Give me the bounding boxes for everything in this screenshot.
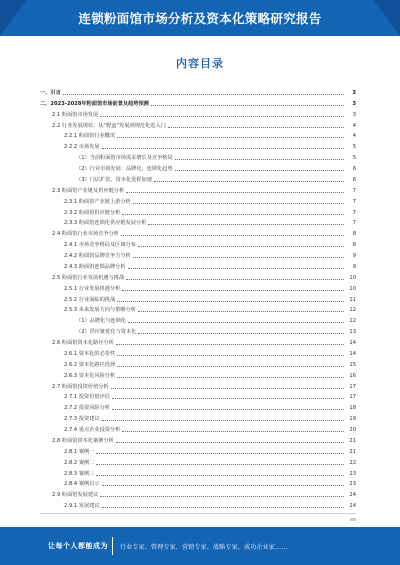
toc-entry-title: 2.3 粉面馆产业链及供应链分析 [52,187,125,194]
toc-entry-page: 4 [352,122,356,129]
toc-leader-dots [96,474,344,476]
report-title: 连锁粉面馆市场分析及资本化策略研究报告 [78,11,322,26]
toc-entry[interactable] [40,118,356,129]
toc-leader-dots [112,397,344,399]
footer-roles: 行业专家、管理专家、营销专家、战略专家、成功企业家…… [120,544,288,551]
toc-leader-dots [63,93,344,95]
toc-entry[interactable] [40,455,356,466]
toc-leader-dots [117,136,344,138]
toc-entry[interactable] [40,139,356,150]
toc-leader-dots [117,365,344,367]
toc-entry[interactable] [40,313,356,324]
toc-entry-title: （2）行业市场发展：品牌化，连锁化趋势 [76,166,173,172]
toc-leader-dots [133,202,344,204]
toc-entry[interactable] [40,498,356,509]
toc-entry-title: 2.5 粉面馆行业发展机遇与挑战 [52,274,125,281]
toc-entry-title: 2.8.3 案例三 [64,470,95,477]
toc-entry[interactable] [40,205,356,216]
toc-entry[interactable] [40,183,356,194]
toc-entry-page: 20 [349,427,356,433]
toc-leader-dots [126,278,344,280]
toc-entry-title: （1）品牌化与连锁化 [76,318,126,325]
toc-leader-dots [126,191,344,193]
toc-entry[interactable] [40,270,356,281]
toc-leader-dots [116,441,344,443]
toc-heading: 内容目录 [176,57,224,70]
toc-entry-page: 6 [352,176,356,183]
toc-entry-title: 2.7 粉面馆投资价值分析 [52,383,109,390]
toc-entry-page: 5 [352,155,356,162]
toc-entry-page: 14 [349,350,356,357]
toc-entry-title: 2.3.2 粉面馆供应链分析 [64,209,121,216]
footer-separator [112,537,113,555]
header-bar [0,0,400,36]
toc-entry-title: 2.9.1 发展建议 [64,503,100,510]
toc-entry-title: 2.2.1 粉面馆行业概况 [64,133,116,140]
toc-entry-page: 16 [349,372,356,379]
toc-entry-title: 2.7.4 重点企业投资分析 [64,427,121,433]
toc-entry-page: 17 [349,394,356,401]
toc-leader-dots [100,495,344,497]
toc-entry[interactable] [40,129,356,140]
toc-leader-dots [175,158,344,160]
table-of-contents [40,85,356,509]
toc-leader-dots [100,115,344,117]
toc-entry-title: （2）供应链优化与资本化 [76,329,137,336]
toc-entry[interactable] [40,477,356,488]
footer-slogan: 让每个人都能成为 [48,542,108,550]
toc-entry-page: 15 [349,361,356,368]
toc-leader-dots [154,180,344,182]
toc-leader-dots [138,310,344,312]
toc-entry-title: 二、2023-2028年粉面馆市场前景及趋势预测 [40,100,149,107]
toc-entry-title: 2.3.3 粉面馆连锁化供应链发展分析 [64,220,147,227]
toc-entry[interactable] [40,400,356,411]
toc-leader-dots [122,289,344,291]
toc-entry-title: 2.7.2 投资风险分析 [64,405,110,412]
toc-entry-title: 一、引言 [40,89,61,96]
toc-entry[interactable] [40,335,356,346]
toc-entry-title: 2.8.2 案例二 [64,459,95,466]
toc-leader-dots [138,332,344,334]
toc-entry-page: 8 [352,231,356,238]
toc-entry-page: 4 [352,133,356,140]
toc-entry[interactable] [40,226,356,237]
toc-leader-dots [117,300,344,302]
toc-leader-dots [102,419,344,421]
content-divider [40,513,356,514]
toc-entry-page: 10 [349,274,356,281]
toc-entry-page: 7 [352,198,356,205]
toc-entry-title: 2.8.1 案例一 [64,448,95,455]
page-marker [350,518,356,521]
toc-entry-title: 2.6.3 资本化风险分析 [64,372,116,379]
toc-leader-dots [112,408,344,410]
toc-leader-dots [117,376,344,378]
toc-entry-page: 9 [352,263,356,270]
toc-entry-page: 3 [352,100,356,107]
toc-entry-page: 5 [352,144,356,151]
toc-leader-dots [102,147,344,149]
toc-leader-dots [133,256,344,258]
toc-entry[interactable] [40,259,356,270]
toc-entry[interactable] [40,357,356,368]
toc-entry[interactable] [40,487,356,498]
toc-entry-title: 2.8 粉面馆资本化案例分析 [52,437,114,444]
toc-entry[interactable] [40,237,356,248]
toc-leader-dots [151,104,344,106]
toc-entry-page: 12 [349,307,356,314]
footer-bar [0,527,400,565]
toc-entry-title: （3）门店扩张、资本化进程加速 [76,176,152,183]
toc-entry-title: 2.2 行业发展现状：从“野蛮”发展到规范化进入门 [52,122,166,129]
toc-entry-title: 2.6.2 资本化路径选择 [64,361,116,368]
toc-entry-page: 11 [349,296,356,303]
toc-entry[interactable] [40,346,356,357]
toc-entry-title: 2.1 粉面馆市场发展 [52,111,99,118]
toc-entry-page: 17 [349,383,356,390]
toc-entry-title: 2.4.2 粉面馆品牌竞争力分析 [64,253,131,259]
toc-leader-dots [117,354,344,356]
toc-leader-dots [128,321,344,323]
toc-entry-page: 7 [352,209,356,216]
toc-entry-page: 24 [349,492,356,499]
toc-entry-title: 2.4 粉面馆行业市场竞争分析 [52,231,119,238]
toc-entry-page: 18 [349,405,356,412]
toc-entry[interactable] [40,390,356,401]
toc-leader-dots [122,430,344,432]
toc-entry[interactable] [40,324,356,335]
toc-entry-title: 2.6 粉面馆资本化路径分析 [52,340,114,346]
toc-entry-title: 2.6.1 资本化的必要性 [64,350,116,357]
toc-entry[interactable] [40,248,356,259]
toc-leader-dots [96,463,344,465]
toc-entry-page: 6 [352,166,356,172]
toc-leader-dots [121,234,344,236]
toc-entry[interactable] [40,96,356,107]
toc-entry[interactable] [40,161,356,172]
toc-leader-dots [96,452,344,454]
toc-entry-page: 12 [349,318,356,325]
toc-leader-dots [116,343,344,345]
toc-entry[interactable] [40,85,356,96]
toc-entry-title: 2.3.1 粉面馆产业链上游分析 [64,198,131,205]
toc-entry-page: 8 [352,242,356,249]
toc-entry-page: 9 [352,253,356,259]
toc-leader-dots [148,223,344,225]
toc-entry-page: 23 [349,470,356,477]
toc-entry[interactable] [40,194,356,205]
toc-entry-title: 2.4.1 市场竞争格局及区域分布 [64,242,136,249]
toc-leader-dots [102,484,344,486]
toc-entry[interactable] [40,172,356,183]
toc-entry[interactable] [40,216,356,227]
toc-leader-dots [111,387,344,389]
toc-entry[interactable] [40,466,356,477]
toc-entry[interactable] [40,433,356,444]
toc-entry-page: 14 [349,340,356,346]
toc-entry-page: 7 [352,220,356,227]
toc-entry[interactable] [40,444,356,455]
toc-entry-page: 24 [349,503,356,510]
toc-entry[interactable] [40,150,356,161]
toc-entry[interactable] [40,379,356,390]
toc-entry-page: 10 [349,285,356,292]
toc-entry[interactable] [40,292,356,303]
toc-entry-page: 3 [352,111,356,118]
toc-leader-dots [102,506,344,508]
toc-entry[interactable] [40,368,356,379]
toc-entry-title: 2.5.2 行业面临的挑战 [64,296,116,303]
toc-entry-title: 2.4.3 粉面馆连锁品牌分析 [64,263,126,270]
toc-leader-dots [122,213,344,215]
header-right-decoration [374,0,400,36]
toc-entry-title: （1）当前粉面馆市场需求增长及竞争格局 [76,155,173,162]
toc-leader-dots [128,267,344,269]
toc-entry-page: 22 [349,459,356,466]
toc-entry[interactable] [40,411,356,422]
toc-entry[interactable] [40,281,356,292]
toc-leader-dots [138,245,344,247]
toc-entry-page: 23 [349,481,356,488]
toc-entry-title: 2.7.3 投资建议 [64,416,100,423]
toc-leader-dots [175,169,344,171]
toc-entry-title: 2.5.1 行业发展机遇分析 [64,285,121,292]
toc-entry-title: 2.9 粉面馆发展建议 [52,492,99,499]
toc-entry-page: 3 [352,89,356,96]
toc-entry-title: 2.5.3 未来发展方向与策略分析 [64,307,136,314]
toc-entry[interactable] [40,303,356,314]
toc-entry-title: 2.2.2 市场发展 [64,144,100,151]
toc-entry[interactable] [40,422,356,433]
toc-entry[interactable] [40,107,356,118]
toc-entry-page: 19 [349,416,356,423]
toc-entry-title: 2.8.4 案例启示 [64,481,100,488]
toc-leader-dots [168,126,344,128]
toc-entry-page: 21 [349,448,356,455]
toc-entry-page: 7 [352,187,356,194]
toc-entry-page: 21 [349,437,356,444]
toc-entry-title: 2.7.1 投资价值评估 [64,394,110,401]
toc-entry-page: 13 [349,329,356,336]
